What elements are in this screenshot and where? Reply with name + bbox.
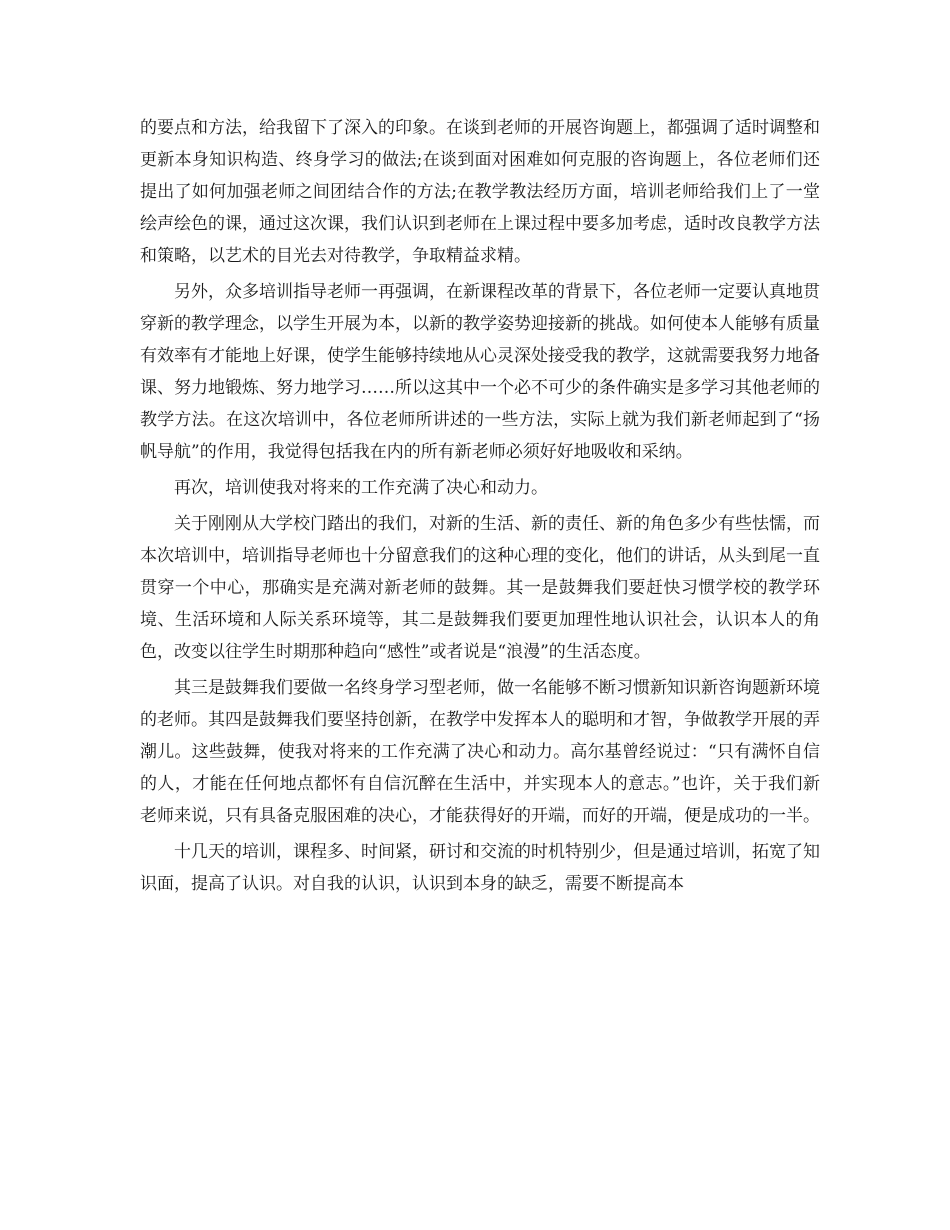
paragraph-5: 其三是鼓舞我们要做一名终身学习型老师，做一名能够不断习惯新知识新咨询题新环境的老师。其四是鼓舞我们要坚持创新，在教学中发挥本人的聪明和才智，争做教学开展的弄潮儿。这些鼓舞，使我对将来的工作充满了决心和动力。高尔基曾经说过：“只有满怀自信的人，才能在任何地点都怀有自信沉醉在生活中，并实现本人的意志。”也许，关于我们新老师来说，只有具备克服困难的决心，才能获得好的开端，而好的开端，便是成功的一半。: [140, 678, 820, 826]
paragraph-3: 再次，培训使我对将来的工作充满了决心和动力。: [174, 478, 548, 498]
paragraph-4: 关于刚刚从大学校门踏出的我们，对新的生活、新的责任、新的角色多少有些怯懦，而本次培训中，培训指导老师也十分留意我们的这种心理的变化，他们的讲话，从头到尾一直贯穿一个中心，那确实是充满对新老师的鼓舞。其一是鼓舞我们要赶快习惯学校的教学环境、生活环境和人际关系环境等，其二是鼓舞我们要更加理性地认识社会，认识本人的角色，改变以往学生时期那种趋向“感性”或者说是“浪漫”的生活态度。: [140, 514, 820, 662]
paragraph-1: 的要点和方法，给我留下了深入的印象。在谈到老师的开展咨询题上，都强调了适时调整和更新本身知识构造、终身学习的做法;在谈到面对困难如何克服的咨询题上，各位老师们还提出了如何加强老师之间团结合作的方法;在教学教法经历方面，培训老师给我们上了一堂绘声绘色的课，通过这次课，我们认识到老师在上课过程中要多加考虑，适时改良教学方法和策略，以艺术的目光去对待教学，争取精益求精。: [140, 118, 820, 266]
paragraph-6: 十几天的培训，课程多、时间紧，研讨和交流的时机特别少，但是通过培训，拓宽了知识面，提高了认识。对自我的认识，认识到本身的缺乏，需要不断提高本: [140, 842, 820, 894]
paragraph-2: 另外，众多培训指导老师一再强调，在新课程改革的背景下，各位老师一定要认真地贯穿新的教学理念，以学生开展为本，以新的教学姿势迎接新的挑战。如何使本人能够有质量有效率有才能地上好课，使学生能够持续地从心灵深处接受我的教学，这就需要我努力地备课、努力地锻炼、努力地学习……所以这其中一个必不可少的条件确实是多学习其他老师的教学方法。在这次培训中，各位老师所讲述的一些方法，实际上就为我们新老师起到了“扬帆导航”的作用，我觉得包括我在内的所有新老师必须好好地吸收和采纳。: [140, 282, 820, 462]
document-page: [140, 112, 820, 904]
